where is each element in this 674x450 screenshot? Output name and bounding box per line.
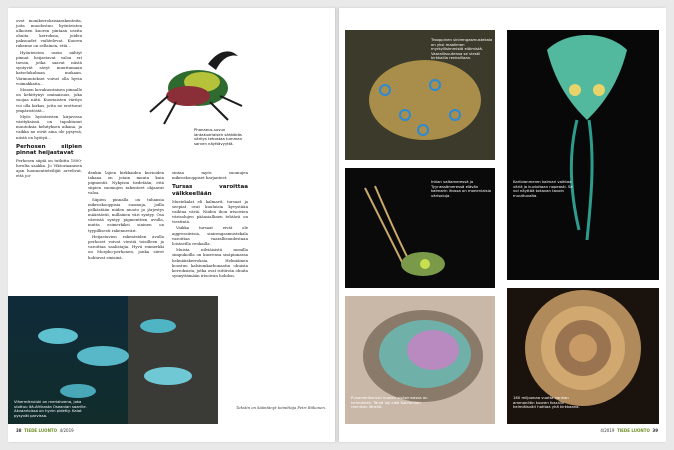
left-footer-brand: TIEDE LUONTO [24, 428, 58, 433]
col2-paragraph-2: Siipien pinnalla on tuhansia mikroskooppisia suomuja, joilla pelkästään niiden muoto ja järjestys määräävät, millainen väri syntyy. Osa väreistä syntyy pigmenttien avulla, mutta esimerkiksi sininen on tyypillisesti rakenneväri. [88, 196, 164, 233]
right-page [339, 8, 666, 442]
col2-paragraph-1: denkin lajien kirkkaiden kuvioiden takana on jotain muuta kuin pigmentit. Nykyisin tiedetään, että siipien suomujen rakenteet ohjaavat valoa. [88, 170, 164, 196]
left-page [8, 8, 335, 442]
col3-paragraph-3: Muista nilviäisistä monilla simpukoilla on kuorensa sisäpinnassa helmiäiskerroksia. Helmiäinen koostuu kalsiumkarbonaatin ohuista kerroksista, jotka ovat riittävän ohuita synnyttämään irisoivan hohdon. [172, 247, 248, 278]
beetle-caption: Phanaeus-suvun lantakuoriaisen sähkökäs väritys tehostaa tumman sarven näyttävyyttä. [194, 127, 243, 146]
col1-paragraph-2: Hyönteisten usein nähtyt pinnat heijastavat valoa eri tavoin, jotka saavat niistä syntyvät sävyt muuttumaan katselukulman mukaan. Värimuutokset voivat olla hyvin voimakkaita... [16, 50, 82, 86]
left-column-3 [172, 170, 248, 279]
col3-heading: Tursas varoittaa välkkeellään [172, 184, 248, 197]
squid-large-illustration [507, 30, 659, 280]
squid-large-caption: Karibianmeren kalmari vaihtaa väriä ja kuvioitaan nopeasti. Se voi näyttää tokavan tavoin muuttuvalta. [513, 179, 573, 198]
right-footer-issue: 4/2019 [600, 428, 615, 433]
octopus-caption: Trooppinen sinirengasmustekala on yksi maailman myrkyllisimmistä eläimistä. Vaarallisuutensa se viestii kirkkailla renkaillaan. [431, 37, 493, 61]
col2-paragraph-3: Heijastuvien rakenteiden avulla perhoset voivat viestiä toisilleen ja varoittaa saalistajia. Hyvä esimerkki on Morpho-perhonen, jonka siivet hohtavat sinisinä. [88, 234, 164, 260]
ammonite-caption: 160 miljoonaa vuotta vanhan ammoniitin kuoren fossiilin helmiäisväri hohtaa yhä kirkkaana. [513, 395, 580, 410]
beetle-illustration [138, 46, 258, 134]
col3-first: sintaa myös suomujen mikroskooppiset harjanteet. [172, 170, 248, 181]
right-footer-brand: TIEDE LUONTO [616, 428, 650, 433]
col1-paragraph-3: Monen kovakuoriaisen pinnalle on kehittynyt ominaisuus, joka suojaa niitä. Kuoriaisten väritys voi olla kirkas, jotta ne erottuvat ympäristöstä... [16, 87, 82, 113]
byline: Tekstin on kääntänyt toimittaja Petri Riikonen. [236, 405, 326, 410]
beetle-photo [138, 46, 258, 134]
left-column-1 [16, 18, 82, 180]
fish-caption: Vihermikroluki on meriahvena, joka ulottuu Itä-Afrikasta Oseanian saarille. Akvaarioissa on hyvin pidetty. Kalat pysyvät parvissa. [14, 399, 87, 418]
left-column-2 [88, 170, 164, 261]
left-page-number: 38 [16, 428, 22, 433]
col1-paragraph-1: ovat monikerroksisiarakenteita, joita muodostuu hyönteisten ulkoisen kuoren pintaan useita ohuita kerroksia, joiden paksuudet vaihtelevat. Kuoren rakenne on sellainen, että... [16, 18, 82, 49]
right-footer [600, 428, 658, 433]
left-footer [16, 428, 74, 433]
col1-paragraph-4: Myös hyönteisten kirjavissa värityksissä on tapahtunut muutoksia kehityksen aikana, ja vaikka ne eivät aina ole pysyviä, niistä on hyötyä... [16, 114, 82, 140]
col3-paragraph-2: Vaikka tursaat eivät ole aggressiivisia, sinirengasmustekala varoittaa vaarallisuudestaan loistavilla renkailla. [172, 225, 248, 246]
right-page-number: 39 [652, 428, 658, 433]
squid-small-caption: Intian valtameressä ja Tyynessämeressä elävän kalmarin ihossa on monenlaisia värisoluja. [431, 179, 491, 198]
col1-heading: Perhosen siipien pinnat heijastavat [16, 143, 82, 157]
squid-photo-large [507, 30, 659, 280]
col3-paragraph-1: Mustekalat eli kalmarit, tursaat ja seepiat ovat kuuluisia kyvystään vaihtaa väriä. Niiden ihon irisoivien värisolujen pääasiallinen tehtävä on viestintä. [172, 198, 248, 224]
col1-heading-paragraph: Perhosen siipiä on tutkittu 1800-luvulta saakka. Jo Viktoriaanisen ajan luonnontieteilijät arvelivat, että joi- [16, 157, 82, 179]
left-footer-issue: 4/2019 [59, 428, 74, 433]
abalone-caption: Punamerikorvan kuoren sisäpinnassa on helmiäistä. Tämä laji elää Kalifornian rannikon lähellä. [351, 395, 428, 410]
